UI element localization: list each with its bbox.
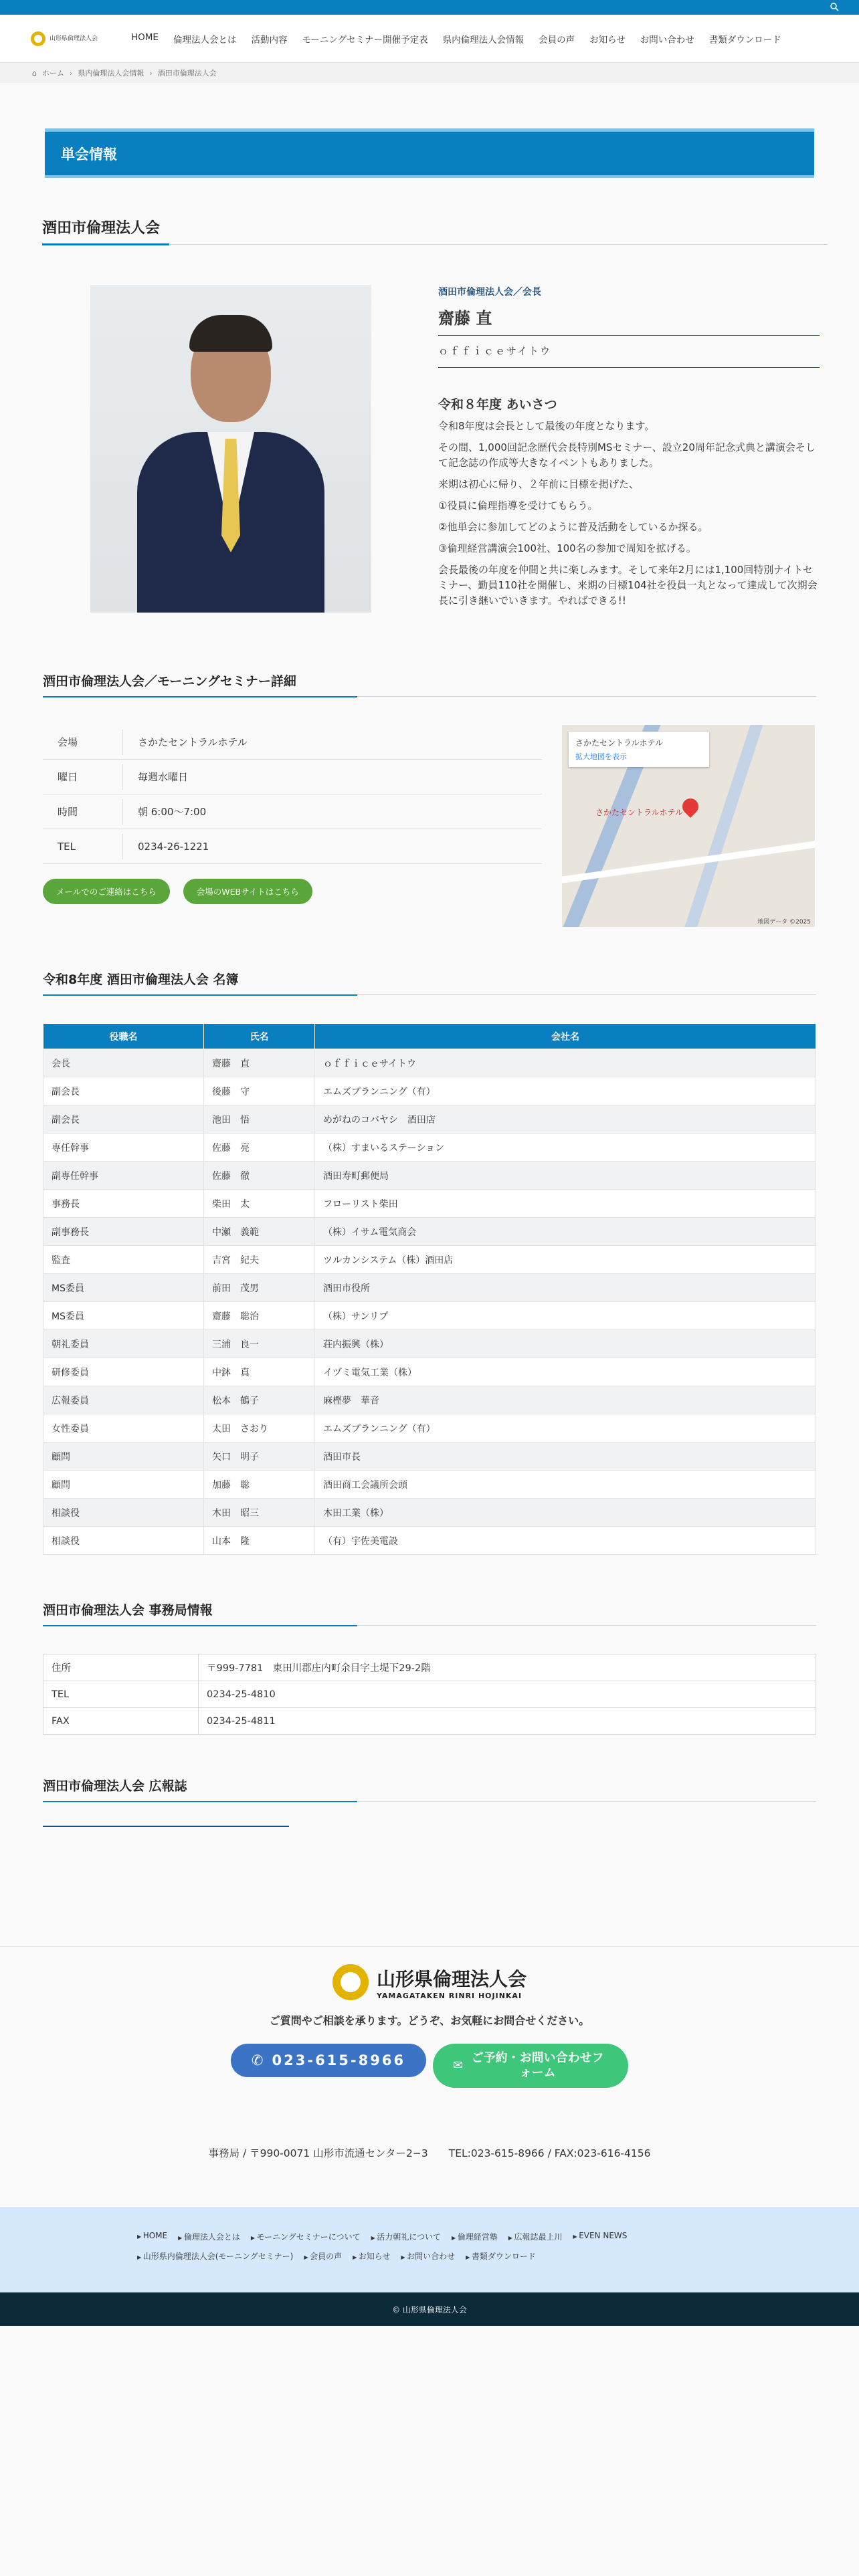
greeting-paragraph: その間、1,000回記念歴代会長特別MSセミナー、設立20周年記念式典と講演会そして記念誌の作成等大きなイベントもありました。: [438, 441, 816, 469]
president-profile: [31, 285, 828, 613]
roster-body: [43, 1049, 816, 1555]
contact-form-label: ご予約・お問い合わせフォーム: [471, 2051, 604, 2080]
table-cell: （株）すまいるステーション: [315, 1134, 816, 1162]
greeting-paragraph: 会長最後の年度を仲間と共に楽しみます。そして来年2月には1,100回特別ナイトセミナー、勤員110社を開催し、来期の目標104社を役員一丸となって達成して次期会長に引き継いでいきます。やればできる!!: [438, 564, 818, 607]
president-company: ｏｆｆｉｃｅサイトウ: [438, 344, 820, 368]
table-row: [43, 1218, 816, 1246]
breadcrumb-current: 酒田市倫理法人会: [157, 69, 217, 78]
seminar-details: [43, 725, 859, 927]
table-cell: 柴田 太: [204, 1190, 315, 1218]
map-place-name: さかたセントラルホテル: [575, 738, 664, 748]
logo-icon: [31, 31, 45, 46]
nav-local-info[interactable]: 県内倫理法人会情報: [442, 34, 524, 45]
nav-member-voices[interactable]: 会員の声: [539, 34, 575, 45]
footer-nav-item[interactable]: ▶ 広報誌最上川: [508, 2231, 563, 2242]
footer-nav-item[interactable]: ▶ 活力朝礼について: [371, 2231, 441, 2242]
table-cell: 広報委員: [43, 1386, 204, 1414]
column-header: 会社名: [315, 1024, 816, 1049]
seminar-row: [43, 725, 542, 760]
table-cell: エムズプランニング（有）: [315, 1077, 816, 1105]
logo-icon: [332, 1964, 369, 2000]
footer-logo[interactable]: [332, 1964, 527, 2000]
office-row: [43, 1654, 816, 1681]
table-row: [43, 1190, 816, 1218]
map-pin-label: さかたセントラルホテル: [595, 808, 684, 817]
office-row: [43, 1708, 816, 1735]
seminar-key: 会場: [43, 730, 123, 755]
footer-nav-item[interactable]: ▶ 倫理経営塾: [452, 2231, 498, 2242]
table-cell: 木田工業（株）: [315, 1499, 816, 1527]
table-cell: （有）宇佐美電設: [315, 1527, 816, 1555]
table-cell: ｏｆｆｉｃｅサイトウ: [315, 1049, 816, 1077]
home-icon[interactable]: ⌂: [32, 68, 37, 78]
office-key: 住所: [43, 1654, 199, 1681]
president-photo: [90, 285, 371, 613]
roster-header-row: [43, 1024, 816, 1049]
footer-nav-item[interactable]: ▶ お問い合わせ: [401, 2250, 455, 2262]
table-cell: 相談役: [43, 1527, 204, 1555]
mail-icon: ✉: [453, 2058, 468, 2072]
table-cell: 三浦 良一: [204, 1330, 315, 1358]
main-content: [31, 83, 828, 613]
table-cell: 佐藤 亮: [204, 1134, 315, 1162]
heading-underline: [43, 994, 357, 996]
footer-nav-item[interactable]: ▶ 倫理法人会とは: [178, 2231, 240, 2242]
table-cell: 事務長: [43, 1190, 204, 1218]
heading-underline: [43, 696, 357, 697]
table-cell: 会長: [43, 1049, 204, 1077]
office-heading-text: 酒田市倫理法人会 事務局情報: [43, 1603, 213, 1618]
president-info: [438, 285, 820, 613]
table-cell: 加藤 聡: [204, 1471, 315, 1499]
table-cell: 前田 茂男: [204, 1274, 315, 1302]
table-row: [43, 1162, 816, 1190]
table-cell: ツルカンシステム（株）酒田店: [315, 1246, 816, 1274]
office-key: FAX: [43, 1708, 199, 1735]
table-row: [43, 1358, 816, 1386]
site-logo[interactable]: [31, 31, 104, 46]
seminar-row: [43, 794, 542, 829]
footer-nav-item[interactable]: ▶ 山形県内倫理法人会(モーニングセミナー): [137, 2250, 293, 2262]
table-cell: （株）イサム電気商会: [315, 1218, 816, 1246]
table-cell: 太田 さおり: [204, 1414, 315, 1442]
table-cell: 相談役: [43, 1499, 204, 1527]
footer-cta: [0, 1946, 859, 2160]
nav-about[interactable]: 倫理法人会とは: [173, 34, 237, 45]
site-header: [0, 15, 859, 63]
footer-nav-item[interactable]: ▶ HOME: [137, 2231, 167, 2242]
footer-nav-item[interactable]: ▶ 会員の声: [304, 2250, 342, 2262]
table-cell: 齋藤 直: [204, 1049, 315, 1077]
table-cell: 酒田市役所: [315, 1274, 816, 1302]
table-row: [43, 1302, 816, 1330]
seminar-buttons: [43, 879, 542, 904]
office-key: TEL: [43, 1681, 199, 1708]
breadcrumb-home[interactable]: ホーム: [41, 69, 64, 78]
table-row: [43, 1274, 816, 1302]
table-cell: めがねのコバヤシ 酒田店: [315, 1105, 816, 1134]
table-cell: 佐藤 徹: [204, 1162, 315, 1190]
table-cell: 吉宮 紀夫: [204, 1246, 315, 1274]
table-cell: 酒田市長: [315, 1442, 816, 1471]
breadcrumb: [0, 63, 859, 83]
office-table: [43, 1654, 816, 1735]
table-cell: フローリスト柴田: [315, 1190, 816, 1218]
phone-icon: ✆: [251, 2052, 266, 2068]
footer-nav-row: [137, 2231, 859, 2242]
table-cell: 松本 鶴子: [204, 1386, 315, 1414]
table-row: [43, 1077, 816, 1105]
table-row: [43, 1134, 816, 1162]
roster-heading: [43, 970, 816, 995]
chevron-right-icon: ›: [69, 68, 73, 78]
main-nav: [131, 32, 781, 45]
table-cell: 朝礼委員: [43, 1330, 204, 1358]
org-name: 酒田市倫理法人会: [42, 220, 161, 237]
table-cell: 山本 隆: [204, 1527, 315, 1555]
greeting-paragraph: ③倫理経営講演会100社、100名の参加で周知を拡げる。: [438, 542, 696, 554]
table-row: [43, 1049, 816, 1077]
table-cell: MS委員: [43, 1302, 204, 1330]
pr-heading-text: 酒田市倫理法人会 広報誌: [43, 1779, 187, 1794]
table-cell: 荘内振興（株）: [315, 1330, 816, 1358]
seminar-key: 曜日: [43, 764, 123, 790]
table-row: [43, 1330, 816, 1358]
seminar-heading: [43, 671, 816, 697]
table-cell: 矢口 明子: [204, 1442, 315, 1471]
seminar-value: 朝 6:00〜7:00: [138, 806, 207, 818]
table-cell: 木田 昭三: [204, 1499, 315, 1527]
table-cell: 監査: [43, 1246, 204, 1274]
nav-activities[interactable]: 活動内容: [251, 34, 288, 45]
greeting-paragraph: ②他単会に参加してどのように普及活動をしているか探る。: [438, 521, 708, 533]
table-cell: エムズプランニング（有）: [315, 1414, 816, 1442]
table-row: [43, 1246, 816, 1274]
greeting-title: 令和８年度 あいさつ: [438, 397, 557, 412]
table-cell: 酒田寿町郵便局: [315, 1162, 816, 1190]
seminar-key: TEL: [43, 834, 123, 859]
footer-nav-item[interactable]: ▶ 書類ダウンロード: [466, 2250, 536, 2262]
column-header: 役職名: [43, 1024, 204, 1049]
table-cell: 副会長: [43, 1077, 204, 1105]
seminar-value: 0234-26-1221: [138, 840, 209, 853]
footer-nav-item[interactable]: ▶ モーニングセミナーについて: [251, 2231, 361, 2242]
office-row: [43, 1681, 816, 1708]
seminar-value: 毎週水曜日: [138, 771, 189, 783]
map-enlarge-link[interactable]: 拡大地図を表示: [575, 752, 627, 761]
table-cell: 後藤 守: [204, 1077, 315, 1105]
seminar-table: [43, 725, 542, 927]
table-cell: 麻樫夢 華音: [315, 1386, 816, 1414]
copyright: © 山形県倫理法人会: [0, 2292, 859, 2326]
footer-logo-title: 山形県倫理法人会: [376, 1967, 527, 1990]
roster-heading-text: 令和8年度 酒田市倫理法人会 名簿: [43, 972, 239, 987]
table-cell: 中瀬 義範: [204, 1218, 315, 1246]
phone-button[interactable]: [231, 2044, 426, 2077]
table-cell: 女性委員: [43, 1414, 204, 1442]
table-cell: 専任幹事: [43, 1134, 204, 1162]
nav-seminar-schedule[interactable]: モーニングセミナー開催予定表: [302, 34, 428, 45]
table-row: [43, 1471, 816, 1499]
president-name: 齋藤 直: [438, 305, 820, 336]
page-title: 単会情報: [45, 128, 814, 178]
nav-news[interactable]: お知らせ: [589, 34, 626, 45]
greeting-paragraph: 令和8年度は会長として最後の年度となります。: [438, 420, 655, 432]
footer-logo-sub: YAMAGATAKEN RINRI HOJINKAI: [376, 1991, 522, 2000]
table-cell: 研修委員: [43, 1358, 204, 1386]
heading-underline: [43, 1625, 357, 1626]
table-cell: 中鉢 真: [204, 1358, 315, 1386]
heading-underline: [43, 1801, 357, 1802]
contact-form-button[interactable]: [433, 2044, 628, 2088]
map-info-card: [569, 732, 709, 767]
seminar-heading-text: 酒田市倫理法人会／モーニングセミナー詳細: [43, 674, 296, 689]
office-value: 0234-25-4810: [199, 1681, 816, 1708]
table-row: [43, 1499, 816, 1527]
logo-text: 山形県倫理法人会: [50, 35, 98, 42]
table-cell: 副専任幹事: [43, 1162, 204, 1190]
nav-home[interactable]: HOME: [131, 31, 159, 43]
pr-divider: [43, 1826, 289, 1827]
footer-nav: [0, 2207, 859, 2292]
table-cell: MS委員: [43, 1274, 204, 1302]
phone-number: 023-615-8966: [272, 2052, 406, 2068]
map-attribution: 地図データ ©2025: [757, 919, 811, 926]
nav-contact[interactable]: お問い合わせ: [640, 34, 694, 45]
seminar-row: [43, 829, 542, 864]
footer-cta-text: ご質問やご相談を承ります。どうぞ、お気軽にお問合せください。: [269, 2014, 590, 2027]
venue-website-button[interactable]: 会場のWEBサイトはこちら: [183, 879, 312, 904]
seminar-key: 時間: [43, 799, 123, 825]
mail-contact-button[interactable]: メールでのご連絡はこちら: [43, 879, 170, 904]
table-row: [43, 1105, 816, 1134]
president-role: 酒田市倫理法人会／会長: [438, 287, 541, 298]
table-cell: 顧問: [43, 1442, 204, 1471]
table-cell: イヅミ電気工業（株）: [315, 1358, 816, 1386]
greeting-paragraph: ①役員に倫理指導を受けてもらう。: [438, 500, 598, 512]
table-row: [43, 1442, 816, 1471]
seminar-value: さかたセントラルホテル: [138, 736, 248, 748]
footer-cta-buttons: [0, 2044, 859, 2088]
chevron-right-icon: ›: [149, 68, 153, 78]
heading-underline: [42, 243, 169, 245]
table-cell: 池田 悟: [204, 1105, 315, 1134]
top-bar: [0, 0, 859, 15]
breadcrumb-parent[interactable]: 県内倫理法人会情報: [78, 69, 145, 78]
roster-table: [43, 1023, 816, 1555]
table-row: [43, 1414, 816, 1442]
office-value: 〒999-7781 東田川郡庄内町余目字土堤下29-2階: [199, 1654, 816, 1681]
pr-heading: [43, 1776, 816, 1802]
table-cell: 副事務長: [43, 1218, 204, 1246]
office-heading: [43, 1600, 816, 1626]
seminar-row: [43, 760, 542, 794]
table-row: [43, 1386, 816, 1414]
footer-nav-item[interactable]: ▶ お知らせ: [353, 2250, 390, 2262]
column-header: 氏名: [204, 1024, 315, 1049]
table-cell: （株）サンリプ: [315, 1302, 816, 1330]
table-row: [43, 1527, 816, 1555]
table-cell: 酒田商工会議所会頭: [315, 1471, 816, 1499]
org-heading: [42, 217, 828, 245]
footer-address: 事務局 / 〒990-0071 山形市流通センター2−3 TEL:023-615-8966 / FAX:023-616-4156: [208, 2147, 651, 2159]
venue-map[interactable]: [562, 725, 815, 927]
search-icon[interactable]: [830, 2, 839, 11]
greeting-paragraph: 来期は初心に帰り、２年前に目標を掲げた、: [438, 478, 640, 490]
nav-downloads[interactable]: 書類ダウンロード: [708, 34, 781, 45]
table-cell: 齋藤 聡治: [204, 1302, 315, 1330]
footer-nav-row: [137, 2250, 859, 2262]
footer-nav-item[interactable]: ▶ EVEN NEWS: [573, 2231, 627, 2242]
office-value: 0234-25-4811: [199, 1708, 816, 1735]
table-cell: 顧問: [43, 1471, 204, 1499]
table-cell: 副会長: [43, 1105, 204, 1134]
